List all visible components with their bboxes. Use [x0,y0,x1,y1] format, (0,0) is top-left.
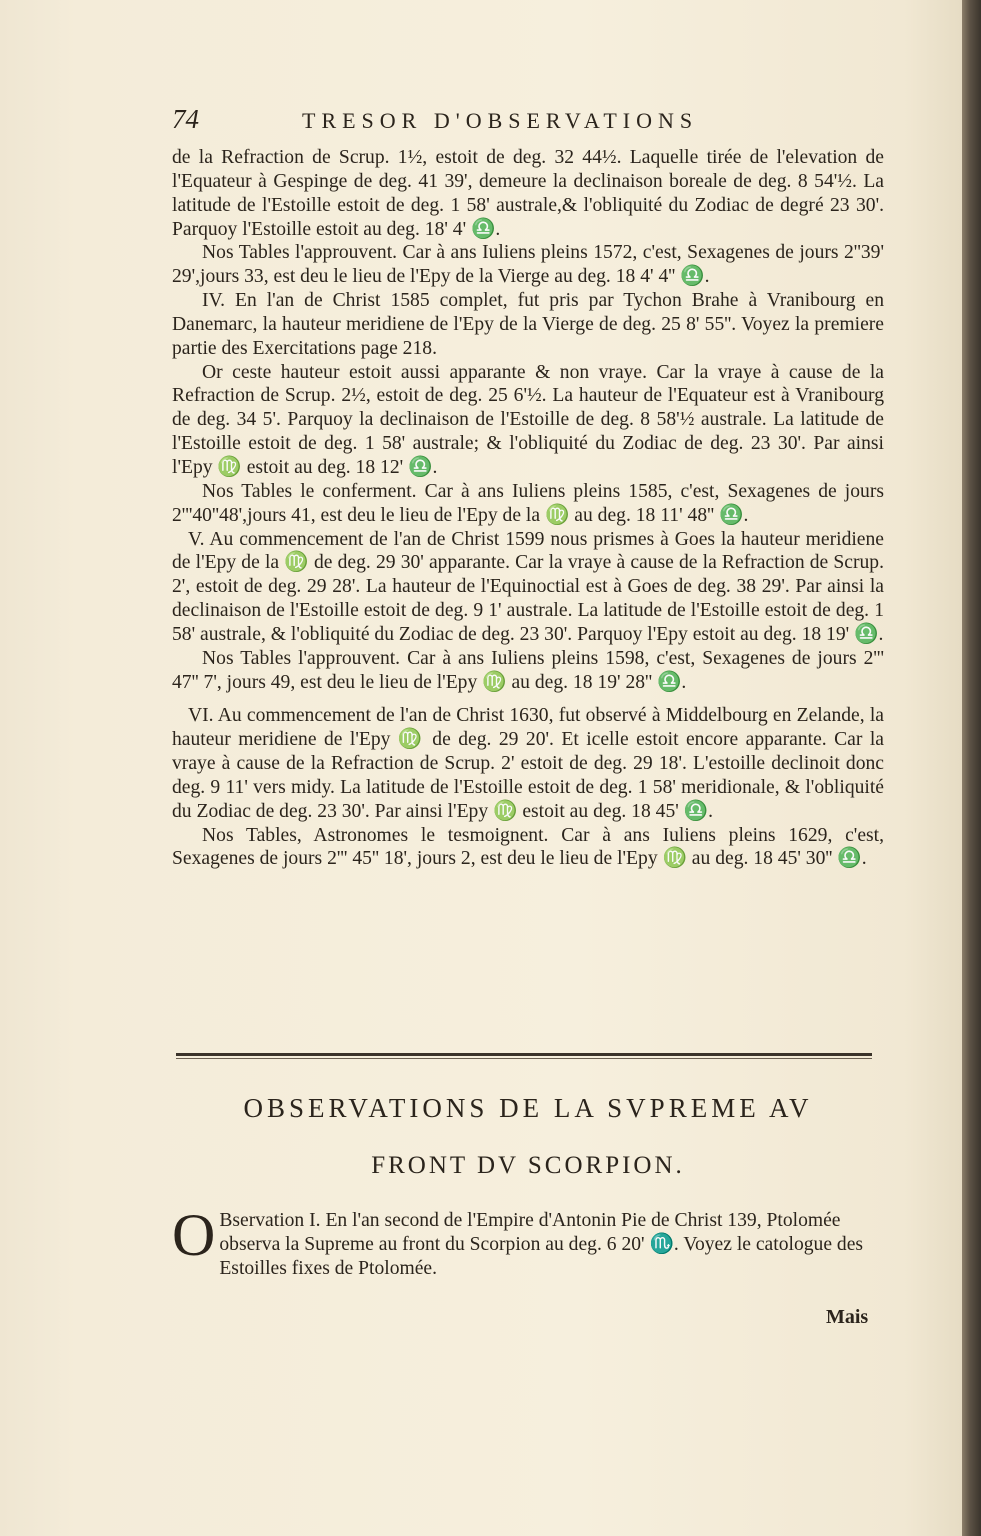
observation-paragraph [172,1202,884,1281]
running-head: TRESOR D'OBSERVATIONS [302,108,699,133]
paragraph: Or ceste hauteur estoit aussi apparante & non vraye. Car la vraye à cause de la Refraction de Scrup. 2½, estoit de deg. 25 6'½. La hauteur de l'Equateur est à Vranibourg de deg. 34 5'. Parquoy la declinaison de l'Estoille de deg. 8 58'½ australe. La latitude de l'Estoille estoit de deg. 1 58' australe; & l'obliquité du Zodiac de deg. 23 30'. Par ainsi l'Epy ♍ estoit au deg. 18 12' ♎. [172,361,884,478]
section-divider [176,1053,872,1056]
paragraph: VI. Au commencement de l'an de Christ 1630, fut observé à Middelbourg en Zelande, la hauteur meridiene de l'Epy ♍ de deg. 29 20'. Et icelle estoit encore apparante. Car la vraye à cause de la Refraction de Scrup. 2' estoit de deg. 29 18'. L'estoille declinoit donc deg. 9 11' vers midy. La latitude de l'Estoille estoit de deg. 1 58' meridionale, & l'obliquité du Zodiac de deg. 23 30'. Par ainsi l'Epy ♍ estoit au deg. 18 45' ♎. [172,705,884,822]
section-divider-thin [176,1058,872,1059]
page-number: 74 [172,104,199,134]
paragraph: Nos Tables l'approuvent. Car à ans Iuliens pleins 1572, c'est, Sexagenes de jours 2''39' 29',jours 33, est deu le lieu de l'Epy de la Vierge au deg. 18 4' 4'' ♎. [172,242,884,288]
catchword: Mais [826,1306,869,1328]
book-edge [962,0,981,1536]
paragraph: V. Au commencement de l'an de Christ 1599 nous prismes à Goes la hauteur meridiene de l'Epy de la ♍ de deg. 29 30' apparante. Car la vraye à cause de la Refraction de Scrup. 2', estoit de deg. 29 28'. La hauteur de l'Equinoctial est à Goes de deg. 38 29'. Par ainsi la declinaison de l'Estoille estoit de deg. 9 1' australe. La latitude de l'Estoille estoit de deg. 1 58' australe, & l'obliquité du Zodiac de deg. 23 30'. Parquoy l'Epy estoit au deg. 18 19' ♎. [172,528,884,645]
paragraph: Nos Tables, Astronomes le tesmoignent. Car à ans Iuliens pleins 1629, c'est, Sexagenes de jours 2''' 45'' 18', jours 2, est deu le lieu de l'Epy ♍ au deg. 18 45' 30'' ♎. [172,824,884,870]
page-header [172,104,882,144]
paragraph: Nos Tables le conferment. Car à ans Iuliens pleins 1585, c'est, Sexagenes de jours 2'''40''48',jours 41, est deu le lieu de l'Epy de la ♍ au deg. 18 11' 48'' ♎. [172,480,884,526]
section-title-line2: FRONT DV SCORPION. [371,1152,685,1179]
section-title-line1: OBSERVATIONS DE LA SVPREME AV [243,1093,813,1123]
main-text [172,146,884,871]
paragraph: Nos Tables l'approuvent. Car à ans Iuliens pleins 1598, c'est, Sexagenes de jours 2''' 47'' 7', jours 49, est deu le lieu de l'Epy ♍ au deg. 18 19' 28'' ♎. [172,647,884,693]
paragraph: IV. En l'an de Christ 1585 complet, fut pris par Tychon Brahe à Vranibourg en Danemarc, la hauteur meridiene de l'Epy de la Vierge de deg. 25 8' 55''. Voyez la premiere partie des Exercitations page 218. [172,290,884,359]
paragraph: de la Refraction de Scrup. 1½, estoit de deg. 32 44½. Laquelle tirée de l'elevation de l'Equateur à Gespinge de deg. 41 39', demeure la declinaison boreale de deg. 8 54'½. La latitude de l'Estoille estoit de deg. 1 58' australe,& l'obliquité du Zodiac de degré 23 30'. Parquoy l'Estoille estoit au deg. 18' 4' ♎. [172,147,884,240]
observation-text: Bservation I. En l'an second de l'Empire d'Antonin Pie de Christ 139, Ptolomée observa la Supreme au front du Scorpion au deg. 6 20' ♏. Voyez le catologue des Estoilles fixes de Ptolomée. [219,1210,864,1279]
drop-cap: O [172,1202,216,1268]
